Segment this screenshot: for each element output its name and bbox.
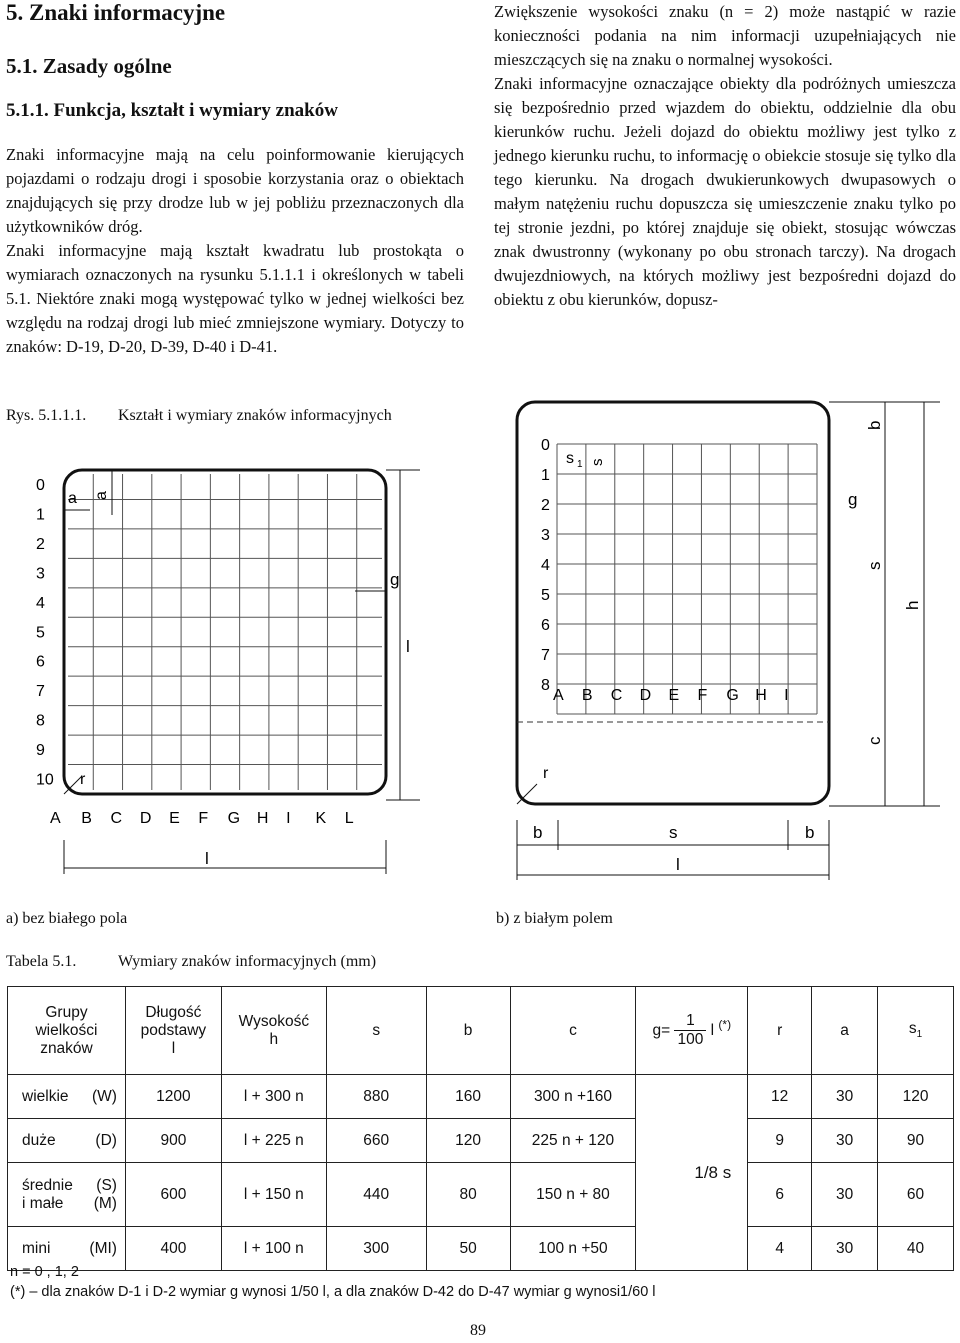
column-label: D (639, 687, 652, 704)
cell-c: 225 n + 120 (510, 1119, 636, 1163)
row-label: 3 (541, 527, 550, 544)
row-label: 6 (36, 653, 45, 671)
column-label: A (553, 687, 564, 704)
l-bottom-label: l (205, 849, 209, 868)
s-bottom-label: s (669, 823, 678, 842)
column-label: G (726, 687, 739, 704)
cell-s1: 90 (878, 1119, 954, 1163)
section-heading: 5.1. Zasady ogólne (6, 54, 172, 78)
figure-a-diagram (0, 430, 470, 880)
paragraph: Znaki informacyjne mają na celu poinformowanie kierujących pojazdami o rodzaju drogi i sposobie korzystania oraz o obiektach znajdujących się przy drodze lub w jej pobliżu przeznaczonych dla użytkowników dróg. (6, 145, 464, 236)
cell-s1: 120 (878, 1075, 954, 1119)
header-length: Długość podstawy l (125, 987, 221, 1075)
table-row (8, 1119, 954, 1163)
cell-a: 30 (812, 1075, 878, 1119)
column-label: D (139, 810, 152, 827)
column-label: K (315, 810, 327, 827)
sign-outline (64, 470, 386, 794)
header-group: Grupy wielkości znaków (8, 987, 126, 1075)
l-side-label: l (406, 637, 410, 656)
cell-h: l + 225 n (221, 1119, 326, 1163)
row-labels (541, 437, 550, 694)
table-row (8, 1163, 954, 1227)
row-group: wielkie (W) (8, 1075, 126, 1119)
row-group: duże (D) (8, 1119, 126, 1163)
g-label: g (390, 570, 400, 589)
cell-a: 30 (812, 1163, 878, 1227)
h-label: h (903, 600, 922, 610)
column-label: H (755, 687, 767, 704)
column-label: F (198, 810, 209, 827)
row-label: 1 (36, 506, 45, 524)
cell-s: 300 (326, 1227, 426, 1271)
cell-h: l + 100 n (221, 1227, 326, 1271)
column-labels (553, 687, 789, 704)
cell-b: 50 (426, 1227, 510, 1271)
row-label: 2 (541, 497, 550, 514)
row-label: 8 (36, 712, 45, 730)
column-label: B (581, 687, 593, 704)
row-label: 7 (36, 683, 45, 701)
column-label: C (110, 810, 123, 827)
row-label: 4 (541, 557, 550, 574)
s1-subscript: 1 (577, 459, 583, 470)
table-number: Tabela 5.1. (6, 953, 77, 970)
grid (68, 474, 382, 790)
a-label: a (68, 490, 77, 507)
cell-r: 12 (748, 1075, 812, 1119)
column-label: E (668, 687, 680, 704)
cell-a: 30 (812, 1227, 878, 1271)
cell-l: 400 (125, 1227, 221, 1271)
figure-caption: Kształt i wymiary znaków informacyjnych (118, 407, 392, 424)
note-star-symbol: (*) (10, 1284, 26, 1300)
row-labels (36, 477, 54, 789)
s-side-label: s (865, 561, 884, 570)
left-column (6, 143, 464, 359)
column-label: C (610, 687, 623, 704)
cell-s1: 40 (878, 1227, 954, 1271)
right-column (494, 0, 956, 312)
cell-c: 100 n +50 (510, 1227, 636, 1271)
column-labels (50, 810, 354, 827)
header-height: Wysokość h (221, 987, 326, 1075)
column-label: H (256, 810, 269, 827)
s1-vertical-label: s (589, 458, 606, 466)
cell-r: 6 (748, 1163, 812, 1227)
cell-g-value: 1/8 s (636, 1075, 748, 1271)
cell-a: 30 (812, 1119, 878, 1163)
row-label: 9 (36, 742, 45, 760)
column-label: B (81, 810, 92, 827)
r-label: r (543, 765, 549, 782)
table-row (8, 1227, 954, 1271)
header-c: c (510, 987, 636, 1075)
chapter-heading: 5. Znaki informacyjne (6, 0, 226, 25)
row-label: 5 (541, 587, 550, 604)
cell-r: 4 (748, 1227, 812, 1271)
row-label: 6 (541, 617, 550, 634)
column-label: I (784, 687, 789, 704)
cell-h: l + 150 n (221, 1163, 326, 1227)
cell-c: 300 n +160 (510, 1075, 636, 1119)
header-g: g= $\frac{1}{100}$ l (*) (636, 987, 748, 1075)
paragraph: Znaki informacyjne mają kształt kwadratu lub prostokąta o wymiarach oznaczonych na rysunku 5.1.1.1 i określonych w tabeli 5.1. Niektóre znaki mogą występować tylko w jednej wielkości bez względu na rodzaj drogi lub mieć zmniejszone wymiary. Dotyczy to znaków: D-19, D-20, D-39, D-40 i D-41. (6, 241, 464, 356)
cell-s: 660 (326, 1119, 426, 1163)
note-n: n = 0 , 1, 2 (10, 1264, 79, 1280)
cell-l: 900 (125, 1119, 221, 1163)
header-r: r (748, 987, 812, 1075)
figure-a-caption: a) bez białego pola (6, 910, 128, 927)
cell-b: 160 (426, 1075, 510, 1119)
cell-l: 1200 (125, 1075, 221, 1119)
paragraph: Znaki informacyjne oznaczające obiekty dla podróżnych umieszcza się bezpośrednio przed wjazdem do obiektu, oddzielnie dla obu kierunków ruchu. Jeżeli dojazd do obiektu możliwy jest tylko z jednego kierunku ruchu, to informację o obiekcie stosuje się tylko dla tego kierunku. Na drogach dwukierunkowych dwupasowych o małym natężeniu ruchu dopuszcza się umieszczenie znaku tylko po tej stronie jezdni, po której znajduje się obiekt, stosując wówczas znak dwustronny (wykonany po obu stronach tarczy). Na drogach dwujezdniowych, na których możliwy jest bezpośredni dojazd do obiektu z obu kierunków, dopusz- (494, 74, 956, 309)
note-star-text: – dla znaków D-1 i D-2 wymiar g wynosi 1/50 l, a dla znaków D-42 do D-47 wymiar g wynosi1/60 l (29, 1284, 656, 1300)
s1-label: s (566, 450, 574, 467)
row-group: mini (MI) (8, 1227, 126, 1271)
column-label: L (344, 810, 354, 827)
header-a: a (812, 987, 878, 1075)
cell-b: 80 (426, 1163, 510, 1227)
column-label: A (50, 810, 61, 827)
row-label: 3 (36, 565, 45, 583)
cell-l: 600 (125, 1163, 221, 1227)
paragraph: Zwiększenie wysokości znaku (n = 2) może nastąpić w razie konieczności podania na nim informacji uzupełniających nie mieszczących się na znaku o normalnej wysokości. (494, 2, 956, 69)
b-right-label: b (805, 823, 815, 842)
row-label: 5 (36, 624, 45, 642)
subsection-heading: 5.1.1. Funkcja, kształt i wymiary znaków (6, 100, 338, 121)
cell-h: l + 300 n (221, 1075, 326, 1119)
figure-b-diagram (470, 390, 960, 885)
column-label: G (227, 810, 241, 827)
l-bottom-label: l (676, 855, 680, 874)
cell-s1: 60 (878, 1163, 954, 1227)
row-label: 1 (541, 467, 550, 484)
figure-number: Rys. 5.1.1.1. (6, 407, 87, 424)
cell-b: 120 (426, 1119, 510, 1163)
dimensions-table (7, 986, 954, 1271)
r-label: r (80, 771, 86, 788)
a-vertical-label: a (93, 491, 110, 500)
row-label: 10 (36, 771, 54, 789)
table-caption: Wymiary znaków informacyjnych (mm) (118, 953, 377, 970)
column-label: I (286, 810, 291, 827)
row-label: 0 (541, 437, 550, 454)
row-label: 8 (541, 677, 550, 694)
b-top-label: b (865, 420, 884, 430)
header-s: s (326, 987, 426, 1075)
b-left-label: b (533, 823, 543, 842)
row-label: 0 (36, 477, 45, 494)
grid (557, 444, 817, 714)
row-label: 2 (36, 535, 45, 553)
column-label: E (169, 810, 180, 827)
row-group: średnie (S) i małe (M) (8, 1163, 126, 1227)
g-label: g (848, 490, 858, 509)
row-label: 7 (541, 647, 550, 664)
table-header-row (8, 987, 954, 1075)
cell-r: 9 (748, 1119, 812, 1163)
row-label: 4 (36, 594, 45, 612)
page-number: 89 (470, 1322, 486, 1339)
c-label: c (865, 736, 884, 745)
table-row (8, 1075, 954, 1119)
header-b: b (426, 987, 510, 1075)
cell-s: 880 (326, 1075, 426, 1119)
header-s1: $s_1$ (878, 987, 954, 1075)
cell-c: 150 n + 80 (510, 1163, 636, 1227)
cell-s: 440 (326, 1163, 426, 1227)
column-label: F (697, 687, 708, 704)
note-star (10, 1284, 656, 1300)
figure-b-caption: b) z białym polem (496, 910, 613, 927)
